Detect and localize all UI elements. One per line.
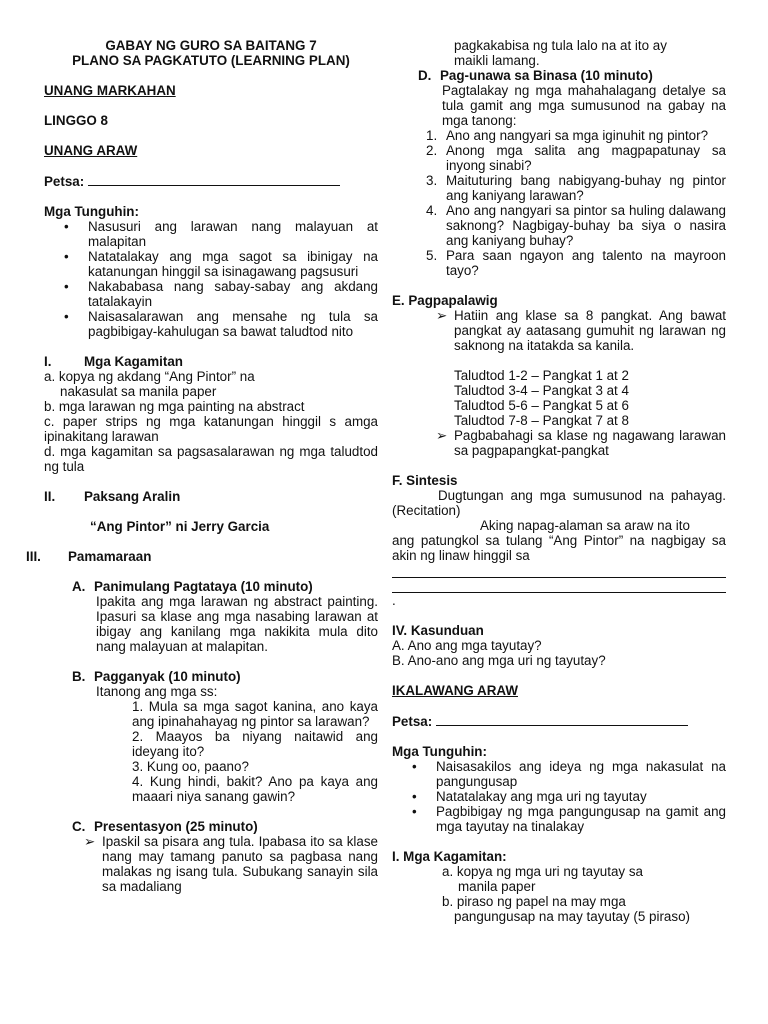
objective-item: • Nasusuri ang larawan nang malayuan at malapitan <box>64 219 378 249</box>
motivation-question: 3. Kung oo, paano? <box>132 759 249 774</box>
materials-line: manila paper <box>458 879 536 894</box>
assignment-item: B. Ano-ano ang mga uri ng tayutay? <box>392 653 606 668</box>
answer-line <box>392 563 726 578</box>
continued-line: pagkakabisa ng tula lalo na at ito ay <box>454 38 667 53</box>
comprehension-question: 1. Ano ang nangyari sa mga iginuhit ng pintor? <box>426 128 709 143</box>
date-row <box>392 713 726 729</box>
materials-heading: I. Mga Kagamitan <box>44 354 183 369</box>
presentation-item: ➢ Ipaskil sa pisara ang tula. Ipabasa ito sa klase nang may tamang panuto sa pagbasa nang malakas ng isang tula. Subukang sanayin sila sa madaliang <box>84 834 378 894</box>
objective-item: • Nakababasa nang sabay-sabay ang akdang tatalakayin <box>64 279 378 309</box>
date-blank <box>88 173 340 186</box>
comprehension-question: 5. Para saan ngayon ang talento na mayroon tayo? <box>426 248 726 278</box>
week-heading: LINGGO 8 <box>44 113 108 128</box>
comprehension-question: 2. Anong mga salita ang magpapatunay sa inyong sinabi? <box>426 143 726 173</box>
quarter-heading: UNANG MARKAHAN <box>44 83 176 98</box>
method-heading: III. Pamamaraan <box>26 549 152 564</box>
assignment-heading: IV. Kasunduan <box>392 623 484 638</box>
materials-line: b. mga larawan ng mga painting na abstract <box>44 399 305 414</box>
motivation-question: 4. Kung hindi, bakit? Ano pa kaya ang maaari niya sanang gawin? <box>132 774 378 804</box>
assignment-item: A. Ano ang mga tayutay? <box>392 638 542 653</box>
section-a-heading: A. Panimulang Pagtataya (10 minuto) <box>72 579 313 594</box>
topic-heading: II. Paksang Aralin <box>44 489 181 504</box>
group-assignment: Taludtod 3-4 – Pangkat 3 at 4 <box>454 383 629 398</box>
materials-line: b. piraso ng papel na may mga <box>442 894 626 909</box>
section-d-heading: D. Pag-unawa sa Binasa (10 minuto) <box>418 68 653 83</box>
motivation-question: 1. Mula sa mga sagot kanina, ano kaya ang ipinahahayag ng pintor sa larawan? <box>132 699 378 729</box>
objective-item: • Pagbibigay ng mga pangungusap na gamit ang mga tayutay na tinalakay <box>412 804 726 834</box>
objectives-title: Mga Tunguhin: <box>44 204 139 219</box>
date-label: Petsa: <box>392 714 433 729</box>
date-label: Petsa: <box>44 174 85 189</box>
objectives2-title: Mga Tunguhin: <box>392 744 487 759</box>
group-assignment: Taludtod 1-2 – Pangkat 1 at 2 <box>454 368 629 383</box>
section-e-heading: E. Pagpapalawig <box>392 293 498 308</box>
materials-line: a. kopya ng akdang “Ang Pintor” na <box>44 369 255 384</box>
date-row <box>44 173 378 189</box>
topic-text: “Ang Pintor” ni Jerry Garcia <box>90 519 270 534</box>
synthesis-prompt: Aking napag-alaman sa araw na ito <box>480 518 690 533</box>
synthesis-prompt-cont: ang patungkol sa tulang “Ang Pintor” na nagbigay sa akin ng linaw hinggil sa <box>392 533 726 563</box>
section-d-text: Pagtalakay ng mga mahahalagang detalye sa tula gamit ang mga sumusunod na gabay na mga tanong: <box>442 83 726 128</box>
materials2-heading: I. Mga Kagamitan: <box>392 849 507 864</box>
continued-line: maikli lamang. <box>454 53 540 68</box>
objective-item: • Natatalakay ang mga sagot sa ibinigay na katanungan hinggil sa isinagawang pagsusuri <box>64 249 378 279</box>
synthesis-instruction: Dugtungan ang mga sumusunod na pahayag. (Recitation) <box>392 488 726 518</box>
materials-line: nakasulat sa manila paper <box>60 384 217 399</box>
materials-line: c. paper strips ng mga katanungan hinggil s amga ipinakitang larawan <box>44 414 378 444</box>
materials-line: d. mga kagamitan sa pagsasalarawan ng mga taludtod ng tula <box>44 444 378 474</box>
materials-line: pangungusap na may tayutay (5 piraso) <box>454 909 690 924</box>
extension-item: ➢ Hatiin ang klase sa 8 pangkat. Ang bawat pangkat ay aatasang gumuhit ng larawan ng saknong na itatakda sa kanila. <box>436 308 726 353</box>
arrow-bullet-icon: ➢ <box>84 834 96 849</box>
section-a-text: Ipakita ang mga larawan ng abstract painting. Ipasuri sa klase ang mga nasabing larawan at ibigay ang kanilang mga nakikita mula dito nang malayuan at malapitan. <box>96 594 378 654</box>
right-column <box>392 38 726 924</box>
answer-line <box>392 578 726 593</box>
day2-heading: IKALAWANG ARAW <box>392 683 518 698</box>
comprehension-question: 4. Ano ang nangyari sa pintor sa huling dalawang saknong? Nagbigay-buhay ba siya o nasira ang kaniyang buhay? <box>426 203 726 248</box>
date-blank <box>436 713 688 726</box>
group-assignment: Taludtod 7-8 – Pangkat 7 at 8 <box>454 413 629 428</box>
section-f-heading: F. Sintesis <box>392 473 458 488</box>
section-b-intro: Itanong ang mga ss: <box>96 684 218 699</box>
answer-period: . <box>392 593 396 608</box>
extension-item: ➢ Pagbabahagi sa klase ng nagawang larawan sa pagpapangkat-pangkat <box>436 428 726 458</box>
arrow-bullet-icon: ➢ <box>436 428 448 443</box>
motivation-question: 2. Maayos ba niyang naitawid ang ideyang ito? <box>132 729 378 759</box>
header-title: GABAY NG GURO SA BAITANG 7 <box>105 38 317 53</box>
objective-item: • Naisasalarawan ang mensahe ng tula sa pagbibigay-kahulugan sa bawat taludtod nito <box>64 309 378 339</box>
materials-line: a. kopya ng mga uri ng tayutay sa <box>442 864 643 879</box>
day-heading: UNANG ARAW <box>44 143 138 158</box>
objective-item: • Naisasakilos ang ideya ng mga nakasulat na pangungusap <box>412 759 726 789</box>
arrow-bullet-icon: ➢ <box>436 308 448 323</box>
section-b-heading: B. Pagganyak (10 minuto) <box>72 669 241 684</box>
group-assignment: Taludtod 5-6 – Pangkat 5 at 6 <box>454 398 629 413</box>
header-subtitle: PLANO SA PAGKATUTO (LEARNING PLAN) <box>72 53 350 68</box>
left-column <box>26 38 378 894</box>
section-c-heading: C. Presentasyon (25 minuto) <box>72 819 258 834</box>
comprehension-question: 3. Maituturing bang nabigyang-buhay ng pintor ang kaniyang larawan? <box>426 173 726 203</box>
objective-item: • Natatalakay ang mga uri ng tayutay <box>412 789 647 804</box>
